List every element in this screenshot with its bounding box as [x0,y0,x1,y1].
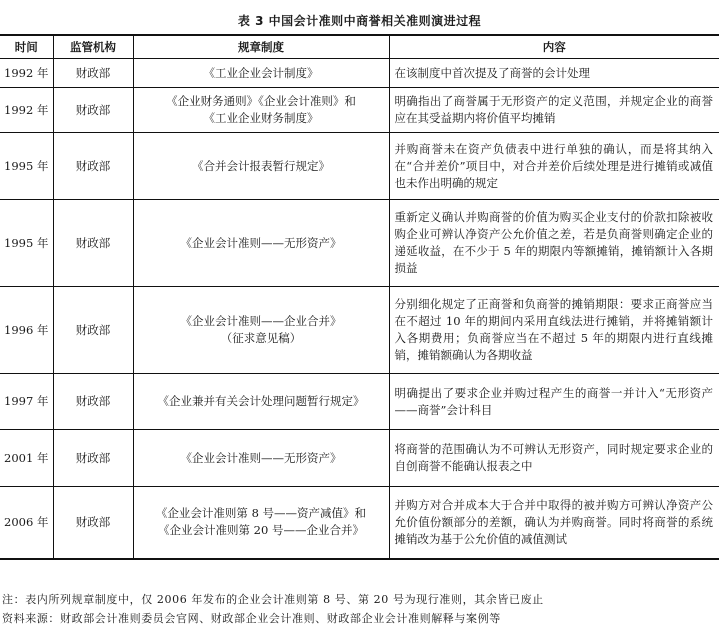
rule-line: （征求意见稿） [220,331,302,345]
header-rules: 规章制度 [133,35,389,59]
agency-cell: 财政部 [53,374,133,430]
year-cell: 2006 年 [0,487,53,559]
rule-line: 《企业会计准则——无形资产》 [180,235,342,250]
year-cell: 1995 年 [0,200,53,287]
table-title: 表 3 中国会计准则中商誉相关准则演进过程 [237,14,482,28]
year-cell: 1997 年 [0,374,53,430]
table-row [0,430,719,487]
content-cell: 明确提出了要求企业并购过程产生的商誉一并计入“无形资产——商誉”会计科目 [389,374,719,430]
rules-cell [133,200,389,287]
rule-line: 《工业企业财务制度》 [203,111,319,125]
table-row [0,59,719,88]
content-cell: 明确指出了商誉属于无形资产的定义范围，并规定企业的商誉应在其受益期内将价值平均摊销 [389,88,719,133]
year-cell: 1995 年 [0,133,53,200]
table-row [0,200,719,287]
rules-cell [133,430,389,487]
content-cell: 并购方对合并成本大于合并中取得的被并购方可辨认净资产公允价值份额部分的差额，确认为并购商誉。同时将商誉的系统摊销改为基于公允价值的减值测试 [389,487,719,559]
header-agency: 监管机构 [53,35,133,59]
rules-cell [133,88,389,133]
content-cell: 在该制度中首次提及了商誉的会计处理 [389,59,719,88]
table-row [0,88,719,133]
agency-cell: 财政部 [53,487,133,559]
year-cell: 1992 年 [0,88,53,133]
table-row [0,287,719,374]
rules-cell [133,487,389,559]
rules-cell [133,287,389,374]
rule-line: 《合并会计报表暂行规定》 [192,158,330,173]
rules-cell [133,374,389,430]
rule-line: 《企业会计准则——企业合并》 [180,314,342,328]
content-cell: 重新定义确认并购商誉的价值为购买企业支付的价款扣除被收购企业可辨认净资产公允价值之差，若是负商誉则确定企业的递延收益，在不少于 5 年的期限内等额摊销，摊销额计入各期损益 [389,200,719,287]
regulation-table [0,34,719,560]
year-cell: 2001 年 [0,430,53,487]
content-cell: 分别细化规定了正商誉和负商誉的摊销期限：要求正商誉应当在不超过 10 年的期间内采用直线法进行摊销，并将摊销额计入各期费用；负商誉应当在不超过 5 年的期限内进行直线摊销，摊销额确认为各期收益 [389,287,719,374]
agency-cell: 财政部 [53,88,133,133]
header-year: 时间 [0,35,53,59]
table-source: 资料来源：财政部会计准则委员会官网、财政部企业会计准则、财政部企业会计准则解释与案例等 [2,612,501,625]
content-cell: 并购商誉未在资产负债表中进行单独的确认，而是将其纳入在“合并差价”项目中，对合并差价后续处理是进行摊销或减值也未作出明确的规定 [389,133,719,200]
agency-cell: 财政部 [53,59,133,88]
table-row [0,374,719,430]
table-note: 注：表内所列规章制度中，仅 2006 年发布的企业会计准则第 8 号、第 20 号为现行准则，其余皆已废止 [2,593,544,606]
rule-line: 《企业会计准则第 20 号——企业合并》 [158,523,364,538]
agency-cell: 财政部 [53,200,133,287]
rule-line: 《企业财务通则》《企业会计准则》和 [166,94,356,108]
agency-cell: 财政部 [53,287,133,374]
rule-line: 《企业会计准则第 8 号——资产减值》和 [155,506,367,521]
agency-cell: 财政部 [53,133,133,200]
year-cell: 1996 年 [0,287,53,374]
agency-cell: 财政部 [53,430,133,487]
table-row [0,133,719,200]
rule-line: 《工业企业会计制度》 [203,65,319,80]
rules-cell [133,59,389,88]
rule-line: 《企业兼并有关会计处理问题暂行规定》 [157,394,365,408]
rules-cell [133,133,389,200]
rule-line: 《企业会计准则——无形资产》 [180,450,342,465]
table-row [0,487,719,559]
content-cell: 将商誉的范围确认为不可辨认无形资产，同时规定要求企业的自创商誉不能确认报表之中 [389,430,719,487]
table-header-row [0,35,719,59]
header-content: 内容 [389,35,719,59]
year-cell: 1992 年 [0,59,53,88]
